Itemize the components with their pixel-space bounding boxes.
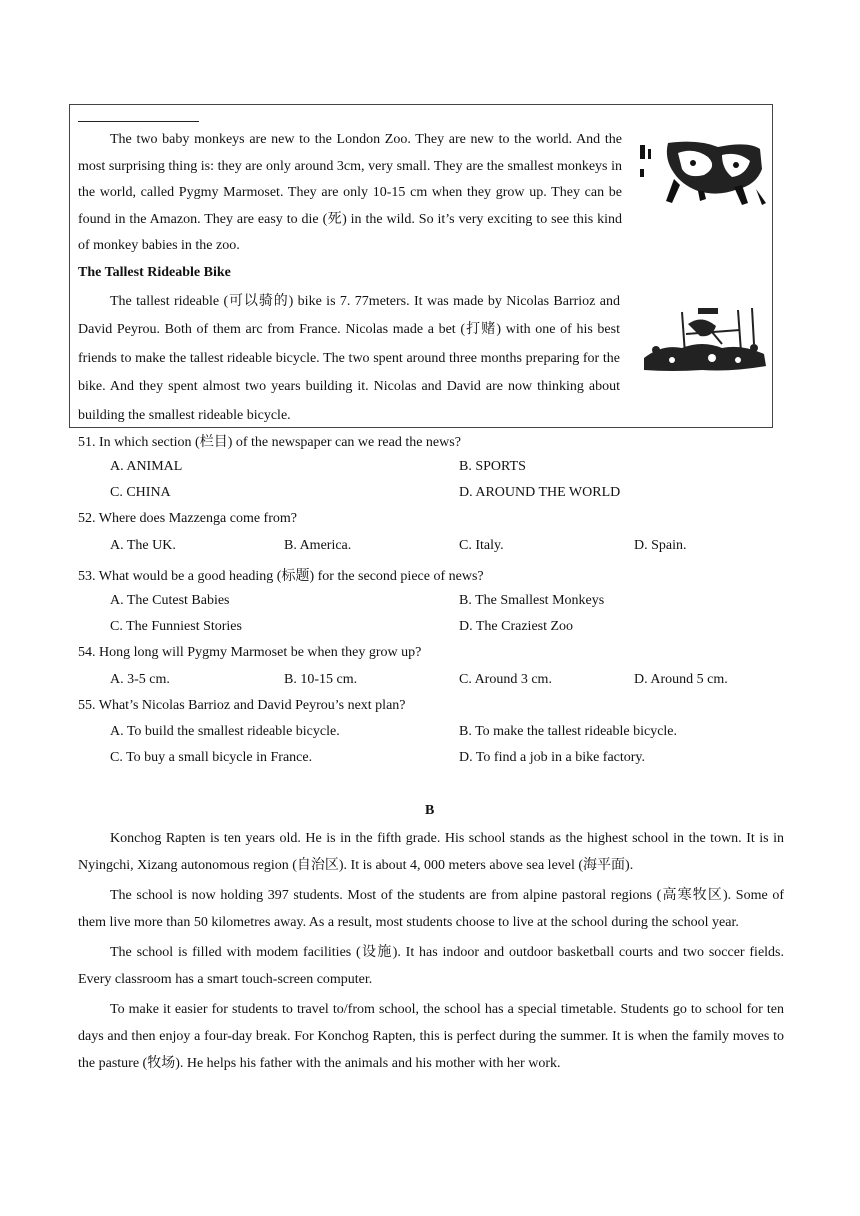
q53-option-b: B. The Smallest Monkeys: [459, 593, 605, 608]
passage-paragraph-3: The school is filled with modem facilities (设施). It has indoor and outdoor basketball courts and two soccer fields. Every classroom has a smart touch-screen computer.: [78, 945, 784, 987]
monkey-news-paragraph: [78, 127, 768, 260]
question-55: 55. What’s Nicolas Barrioz and David Peyrou’s next plan?: [78, 698, 406, 713]
question-51: 51. In which section (栏目) of the newspaper can we read the news?: [78, 435, 461, 450]
q55-option-b: B. To make the tallest rideable bicycle.: [459, 724, 678, 739]
q53-option-d: D. The Craziest Zoo: [459, 619, 574, 634]
q54-option-d: D. Around 5 cm.: [634, 672, 728, 687]
question-52: 52. Where does Mazzenga come from?: [78, 511, 297, 526]
passage-paragraph-2: The school is now holding 397 students. Most of the students are from alpine pastoral regions (高寒牧区). Some of them live more than 50 kilometres away. As a result, most students choose to live at the school during the school year.: [78, 888, 784, 930]
question-53: 53. What would be a good heading (标题) for the second piece of news?: [78, 569, 484, 584]
monkey-news-text: The two baby monkeys are new to the London Zoo. They are new to the world. And the most surprising thing is: they are only around 3cm, very small. They are the smallest monkeys in the world, called Pygmy Marmoset. They are only 10-15 cm when they grow up. They can be found in the Amazon. They are easy to die (死) in the wild. So it’s very exciting to see this kind of monkey babies in the zoo.: [78, 132, 622, 253]
passage-paragraph-4: To make it easier for students to travel to/from school, the school has a special timetable. Students go to school for ten days and then enjoy a four-day break. For Konchog Rapten, this is perfect during the summer. It is when the family moves to the pasture (牧场). He helps his father with the animals and his mother with her work.: [78, 1002, 784, 1071]
bicycle-photo-icon: [630, 304, 768, 384]
q55-option-d: D. To find a job in a bike factory.: [459, 750, 646, 765]
q52-option-c: C. Italy.: [459, 538, 504, 553]
bike-news-paragraph: [78, 288, 768, 430]
q52-option-b: B. America.: [284, 538, 352, 553]
q51-option-b: B. SPORTS: [459, 459, 526, 474]
q51-option-c: C. CHINA: [110, 485, 171, 500]
q52-option-a: A. The UK.: [110, 538, 176, 553]
q54-option-c: C. Around 3 cm.: [459, 672, 552, 687]
q54-option-b: B. 10-15 cm.: [284, 672, 358, 687]
q51-option-d: D. AROUND THE WORLD: [459, 485, 621, 500]
q55-option-c: C. To buy a small bicycle in France.: [110, 750, 313, 765]
q51-option-a: A. ANIMAL: [110, 459, 183, 474]
q53-option-c: C. The Funniest Stories: [110, 619, 242, 634]
section-b-label: B: [425, 803, 435, 818]
bike-news-heading: The Tallest Rideable Bike: [78, 265, 231, 280]
monkey-photo-icon: [632, 135, 768, 225]
bike-news-text: The tallest rideable (可以骑的) bike is 7. 77meters. It was made by Nicolas Barrioz and David Peyrou. Both of them arc from France. Nicolas made a bet (打赌) with one of his best friends to make the tallest rideable bicycle. The two spent around three months preparing for the bike. And they spent almost two years building it. Nicolas and David are now thinking about building the smallest rideable bicycle.: [78, 294, 620, 423]
question-54: 54. Hong long will Pygmy Marmoset be when they grow up?: [78, 645, 422, 660]
q54-option-a: A. 3-5 cm.: [110, 672, 170, 687]
q53-option-a: A. The Cutest Babies: [110, 593, 230, 608]
section-b-passage: [78, 825, 784, 1077]
q52-option-d: D. Spain.: [634, 538, 687, 553]
passage-paragraph-1: Konchog Rapten is ten years old. He is in the fifth grade. His school stands as the highest school in the town. It is in Nyingchi, Xizang autonomous region (自治区). It is about 4, 000 meters above sea level (海平面).: [78, 831, 784, 873]
divider-line: [78, 121, 199, 122]
q55-option-a: A. To build the smallest rideable bicycle.: [110, 724, 340, 739]
